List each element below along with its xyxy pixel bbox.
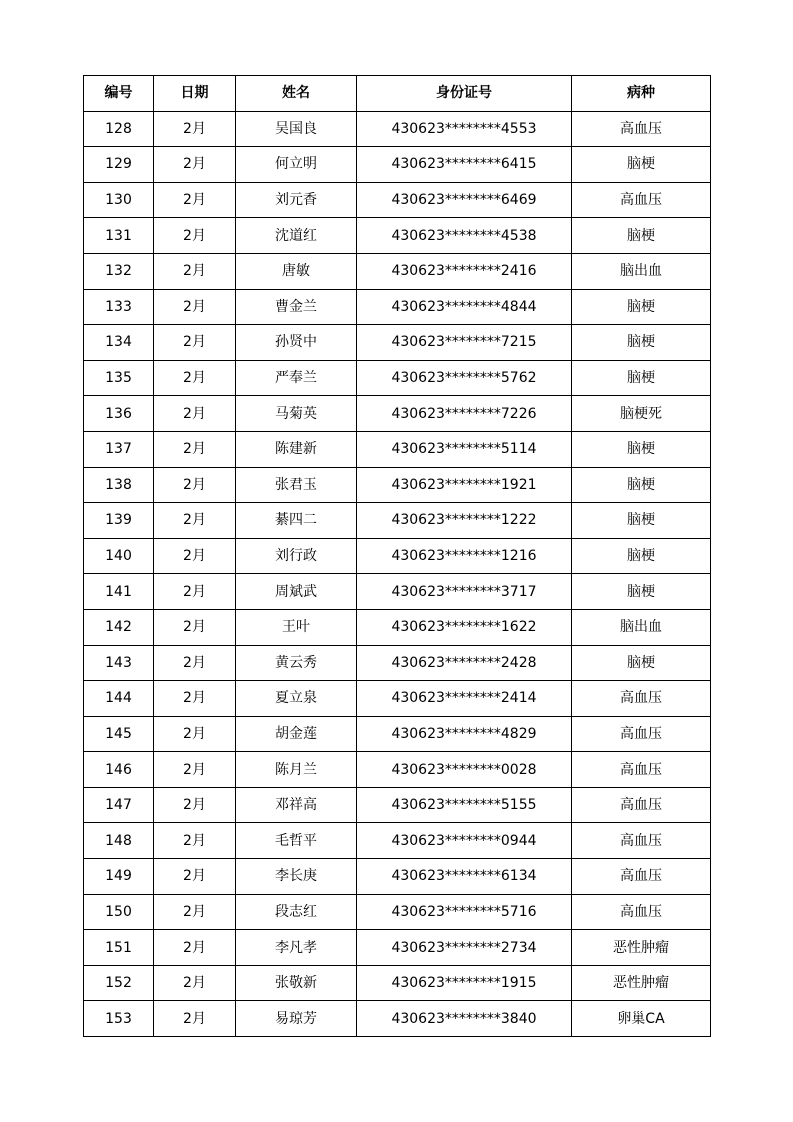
cell-disease: 脑梗 [572, 467, 711, 503]
cell-number: 138 [84, 467, 154, 503]
table-row [84, 253, 711, 289]
cell-name: 刘元香 [236, 182, 357, 218]
cell-number: 132 [84, 253, 154, 289]
cell-date: 2月 [154, 930, 236, 966]
cell-disease: 脑出血 [572, 253, 711, 289]
table-row [84, 787, 711, 823]
cell-disease: 高血压 [572, 182, 711, 218]
cell-date: 2月 [154, 823, 236, 859]
cell-number: 131 [84, 218, 154, 254]
cell-date: 2月 [154, 716, 236, 752]
cell-disease: 脑梗 [572, 360, 711, 396]
cell-id-number: 430623********3840 [357, 1001, 572, 1037]
table-row [84, 574, 711, 610]
cell-name: 张敬新 [236, 965, 357, 1001]
cell-id-number: 430623********4844 [357, 289, 572, 325]
cell-number: 136 [84, 396, 154, 432]
table-row [84, 467, 711, 503]
cell-number: 150 [84, 894, 154, 930]
cell-number: 144 [84, 681, 154, 717]
header-date: 日期 [154, 76, 236, 112]
cell-name: 孙贤中 [236, 325, 357, 361]
cell-name: 吴国良 [236, 111, 357, 147]
cell-disease: 脑梗 [572, 289, 711, 325]
cell-number: 149 [84, 859, 154, 895]
cell-number: 143 [84, 645, 154, 681]
table-header [84, 76, 711, 112]
cell-number: 129 [84, 147, 154, 183]
cell-id-number: 430623********0944 [357, 823, 572, 859]
cell-name: 毛哲平 [236, 823, 357, 859]
cell-date: 2月 [154, 289, 236, 325]
cell-id-number: 430623********7226 [357, 396, 572, 432]
cell-number: 153 [84, 1001, 154, 1037]
cell-name: 陈月兰 [236, 752, 357, 788]
cell-id-number: 430623********5155 [357, 787, 572, 823]
cell-id-number: 430623********2734 [357, 930, 572, 966]
cell-name: 曹金兰 [236, 289, 357, 325]
table-body [84, 111, 711, 1036]
table-row [84, 147, 711, 183]
cell-date: 2月 [154, 894, 236, 930]
cell-date: 2月 [154, 431, 236, 467]
cell-number: 137 [84, 431, 154, 467]
cell-number: 151 [84, 930, 154, 966]
cell-disease: 高血压 [572, 787, 711, 823]
cell-number: 147 [84, 787, 154, 823]
cell-number: 142 [84, 609, 154, 645]
header-number: 编号 [84, 76, 154, 112]
table-row [84, 930, 711, 966]
cell-name: 黄云秀 [236, 645, 357, 681]
cell-id-number: 430623********5716 [357, 894, 572, 930]
table-row [84, 752, 711, 788]
cell-id-number: 430623********2428 [357, 645, 572, 681]
cell-date: 2月 [154, 111, 236, 147]
cell-date: 2月 [154, 360, 236, 396]
cell-date: 2月 [154, 787, 236, 823]
cell-id-number: 430623********1622 [357, 609, 572, 645]
cell-name: 段志红 [236, 894, 357, 930]
table-row [84, 681, 711, 717]
cell-disease: 高血压 [572, 859, 711, 895]
cell-disease: 脑梗 [572, 218, 711, 254]
cell-disease: 脑梗 [572, 538, 711, 574]
cell-disease: 高血压 [572, 823, 711, 859]
cell-number: 134 [84, 325, 154, 361]
cell-name: 綦四二 [236, 503, 357, 539]
table-row [84, 218, 711, 254]
table-row [84, 503, 711, 539]
cell-date: 2月 [154, 396, 236, 432]
cell-number: 146 [84, 752, 154, 788]
cell-number: 141 [84, 574, 154, 610]
cell-id-number: 430623********6415 [357, 147, 572, 183]
cell-name: 陈建新 [236, 431, 357, 467]
cell-date: 2月 [154, 147, 236, 183]
table-row [84, 894, 711, 930]
cell-name: 李长庚 [236, 859, 357, 895]
table-row [84, 325, 711, 361]
cell-number: 128 [84, 111, 154, 147]
cell-date: 2月 [154, 859, 236, 895]
table-row [84, 396, 711, 432]
cell-id-number: 430623********0028 [357, 752, 572, 788]
cell-date: 2月 [154, 574, 236, 610]
cell-name: 王叶 [236, 609, 357, 645]
cell-name: 夏立泉 [236, 681, 357, 717]
cell-name: 沈道红 [236, 218, 357, 254]
patient-record-table [83, 75, 711, 1037]
cell-id-number: 430623********7215 [357, 325, 572, 361]
header-disease: 病种 [572, 76, 711, 112]
table-row [84, 823, 711, 859]
cell-name: 严奉兰 [236, 360, 357, 396]
cell-name: 李凡孝 [236, 930, 357, 966]
table-row [84, 182, 711, 218]
cell-id-number: 430623********4538 [357, 218, 572, 254]
cell-date: 2月 [154, 503, 236, 539]
cell-disease: 脑出血 [572, 609, 711, 645]
cell-disease: 恶性肿瘤 [572, 965, 711, 1001]
cell-id-number: 430623********2414 [357, 681, 572, 717]
cell-date: 2月 [154, 182, 236, 218]
cell-name: 胡金莲 [236, 716, 357, 752]
cell-number: 145 [84, 716, 154, 752]
cell-disease: 脑梗死 [572, 396, 711, 432]
table-row [84, 431, 711, 467]
cell-date: 2月 [154, 681, 236, 717]
cell-date: 2月 [154, 609, 236, 645]
cell-disease: 恶性肿瘤 [572, 930, 711, 966]
header-name: 姓名 [236, 76, 357, 112]
header-id-number: 身份证号 [357, 76, 572, 112]
cell-disease: 高血压 [572, 894, 711, 930]
table-row [84, 859, 711, 895]
table-row [84, 609, 711, 645]
cell-id-number: 430623********4553 [357, 111, 572, 147]
cell-id-number: 430623********2416 [357, 253, 572, 289]
cell-number: 133 [84, 289, 154, 325]
cell-disease: 卵巢CA [572, 1001, 711, 1037]
cell-id-number: 430623********1216 [357, 538, 572, 574]
cell-number: 148 [84, 823, 154, 859]
cell-id-number: 430623********4829 [357, 716, 572, 752]
cell-id-number: 430623********5762 [357, 360, 572, 396]
table-row [84, 538, 711, 574]
cell-name: 张君玉 [236, 467, 357, 503]
cell-disease: 脑梗 [572, 325, 711, 361]
table-row [84, 289, 711, 325]
cell-date: 2月 [154, 218, 236, 254]
cell-disease: 脑梗 [572, 645, 711, 681]
cell-name: 马菊英 [236, 396, 357, 432]
cell-disease: 高血压 [572, 752, 711, 788]
cell-name: 刘行政 [236, 538, 357, 574]
cell-number: 130 [84, 182, 154, 218]
cell-date: 2月 [154, 538, 236, 574]
cell-id-number: 430623********1915 [357, 965, 572, 1001]
cell-disease: 脑梗 [572, 147, 711, 183]
table-row [84, 1001, 711, 1037]
cell-date: 2月 [154, 253, 236, 289]
table-row [84, 716, 711, 752]
cell-date: 2月 [154, 467, 236, 503]
cell-id-number: 430623********6134 [357, 859, 572, 895]
cell-id-number: 430623********1921 [357, 467, 572, 503]
cell-date: 2月 [154, 965, 236, 1001]
cell-date: 2月 [154, 325, 236, 361]
cell-date: 2月 [154, 752, 236, 788]
cell-name: 何立明 [236, 147, 357, 183]
cell-number: 135 [84, 360, 154, 396]
cell-name: 周斌武 [236, 574, 357, 610]
cell-number: 139 [84, 503, 154, 539]
cell-date: 2月 [154, 645, 236, 681]
cell-date: 2月 [154, 1001, 236, 1037]
cell-disease: 脑梗 [572, 431, 711, 467]
header-row [84, 76, 711, 112]
table-row [84, 360, 711, 396]
cell-name: 易琼芳 [236, 1001, 357, 1037]
cell-name: 唐敏 [236, 253, 357, 289]
cell-disease: 高血压 [572, 111, 711, 147]
cell-name: 邓祥高 [236, 787, 357, 823]
cell-disease: 脑梗 [572, 574, 711, 610]
table-row [84, 965, 711, 1001]
cell-id-number: 430623********3717 [357, 574, 572, 610]
cell-number: 152 [84, 965, 154, 1001]
cell-disease: 高血压 [572, 681, 711, 717]
cell-id-number: 430623********1222 [357, 503, 572, 539]
cell-id-number: 430623********6469 [357, 182, 572, 218]
cell-number: 140 [84, 538, 154, 574]
table-row [84, 645, 711, 681]
table-row [84, 111, 711, 147]
cell-disease: 脑梗 [572, 503, 711, 539]
cell-disease: 高血压 [572, 716, 711, 752]
cell-id-number: 430623********5114 [357, 431, 572, 467]
